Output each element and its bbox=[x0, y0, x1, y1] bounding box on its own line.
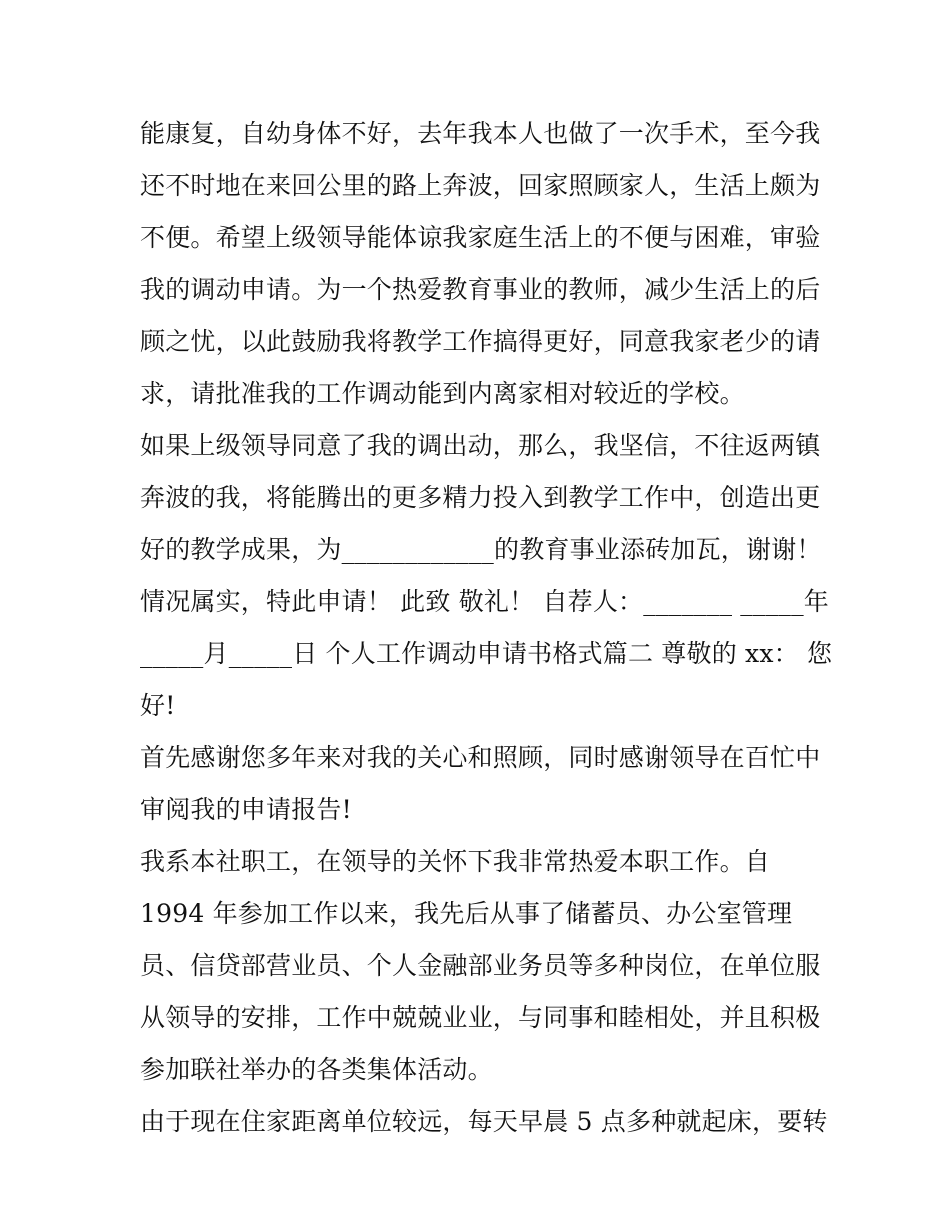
text-line: 首先感谢您多年来对我的关心和照顾，同时感谢领导在百忙中 bbox=[140, 743, 821, 772]
text-line: 好! bbox=[140, 691, 176, 720]
document-body bbox=[140, 108, 833, 1148]
text-line: 审阅我的申请报告! bbox=[140, 795, 352, 824]
text-line: 参加联社举办的各类集体活动。 bbox=[140, 1055, 493, 1084]
text-line: 如果上级领导同意了我的调出动，那么，我坚信，不往返两镇 bbox=[140, 431, 821, 460]
text-line: 员、信贷部营业员、个人金融部业务员等多种岗位，在单位服 bbox=[140, 951, 821, 980]
text-line: 奔波的我，将能腾出的更多精力投入到教学工作中，创造出更 bbox=[140, 483, 821, 512]
text-line: _____月_____日 个人工作调动申请书格式篇二 尊敬的 xx： 您 bbox=[140, 639, 833, 668]
text-line: 求，请批准我的工作调动能到内离家相对较近的学校。 bbox=[140, 379, 745, 408]
text-line: 好的教学成果，为____________的教育事业添砖加瓦，谢谢！ bbox=[140, 535, 822, 564]
paragraph-2 bbox=[140, 420, 833, 732]
text-line: 从领导的安排，工作中兢兢业业，与同事和睦相处，并且积极 bbox=[140, 1003, 821, 1032]
paragraph-5 bbox=[140, 1096, 828, 1148]
text-line: 由于现在住家距离单位较远，每天早晨 5 点多种就起床，要转 bbox=[140, 1107, 828, 1136]
paragraph-4 bbox=[140, 836, 820, 1096]
text-line: 还不时地在来回公里的路上奔波，回家照顾家人，生活上颇为 bbox=[140, 171, 821, 200]
text-line: 1994 年参加工作以来，我先后从事了储蓄员、办公室管理 bbox=[140, 899, 793, 928]
text-line: 情况属实，特此申请！ 此致 敬礼！ 自荐人：_______ _____年 bbox=[140, 587, 829, 616]
paragraph-1 bbox=[140, 108, 820, 420]
text-line: 能康复，自幼身体不好，去年我本人也做了一次手术，至今我 bbox=[140, 119, 821, 148]
text-line: 顾之忧，以此鼓励我将教学工作搞得更好，同意我家老少的请 bbox=[140, 327, 821, 356]
text-line: 我的调动申请。为一个热爱教育事业的教师，减少生活上的后 bbox=[140, 275, 821, 304]
paragraph-3 bbox=[140, 732, 820, 836]
text-line: 不便。希望上级领导能体谅我家庭生活上的不便与困难，审验 bbox=[140, 223, 821, 252]
text-line: 我系本社职工，在领导的关怀下我非常热爱本职工作。自 bbox=[140, 847, 771, 876]
